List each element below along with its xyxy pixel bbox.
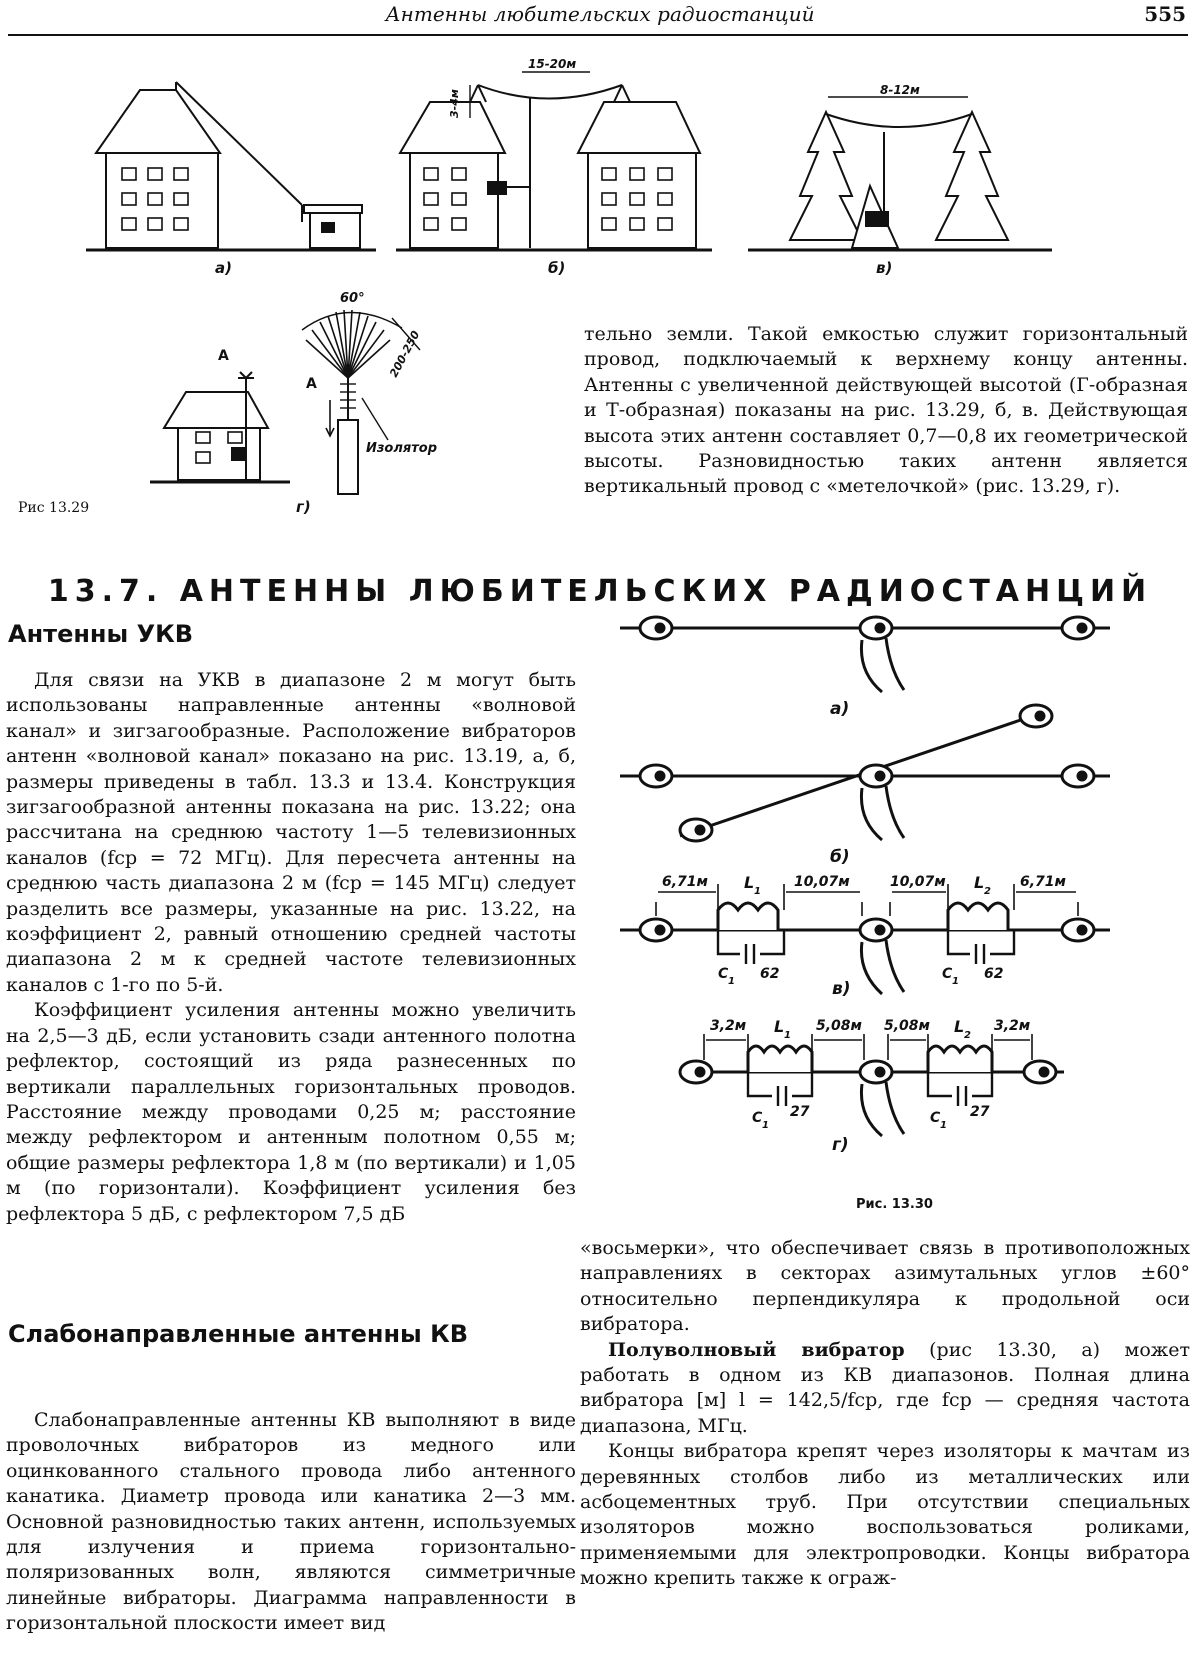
ukv-paragraph-1: Для связи на УКВ в диапазоне 2 м могут быть использованы направленные антенны «волновой канал» и зигзагообразные. Расположение вибраторов антенн «волновой канал» показано на рис. 13.19, а, б, размеры приведены в табл. 13.3 и 13.4. Конструкция зигзагообразной антенны показана на рис. 13.22; она рассчитана на среднюю частоту 1—5 телевизионных каналов (fср = 72 МГц). Для пересчета антенны на среднюю часть диапазона 2 м (fср = 145 МГц) следует разделить все размеры, указанные на рис. 13.22, на коэффициент 2, равный отношению средней частоты диапазона 2 м к средней частоте телевизионных каналов с 1-го по 5-й. [6, 669, 576, 996]
fig30-v-drawing [620, 884, 1110, 994]
fig30-g-dim-1: 3,2м [710, 1018, 747, 1034]
fig29-caption: Рис 13.29 [18, 500, 90, 516]
kv-text [6, 1408, 576, 1637]
ukv-heading: Антенны УКВ [8, 620, 193, 648]
fig29-g-drawing [150, 310, 423, 494]
fig30-g-C2: C [930, 1110, 941, 1126]
fig30-v-L1: L [744, 873, 755, 892]
fig30-v-C1: C [718, 966, 729, 982]
figure-13-30 [600, 610, 1200, 1220]
fig30-v-C2-value: 62 [984, 966, 1004, 982]
fig29-label-b: б) [548, 259, 566, 277]
fig30-v-C1-sub: 1 [728, 976, 735, 987]
right-bottom-text [580, 1236, 1190, 1592]
fig30-label-a: а) [830, 699, 850, 719]
right-bottom-paragraph-2-rest: (рис 13.30, а) может работать в одном из КВ диапазонов. Полная длина вибратора [м] l = 142,5/fср, где fср — средняя частота диапазона, МГц. [580, 1338, 1190, 1437]
fig29-dim-8-12: 8-12м [880, 83, 920, 97]
fig29-b-drawing [396, 72, 712, 250]
fig30-g-L2: L [954, 1017, 965, 1036]
right-bottom-paragraph-2 [580, 1338, 1190, 1440]
fig30-g-drawing [680, 1034, 1064, 1136]
fig30-caption: Рис. 13.30 [856, 1197, 933, 1212]
fig30-label-g: г) [832, 1135, 849, 1155]
fig30-b-drawing [620, 705, 1110, 841]
fig29-insulator-label: Изолятор [366, 441, 438, 456]
fig29-letter-a-house: A [218, 348, 229, 364]
ukv-text [6, 668, 576, 1227]
fig30-g-C2-value: 27 [970, 1104, 990, 1120]
fig30-v-C2: C [942, 966, 953, 982]
page-number: 555 [1144, 2, 1186, 26]
fig30-g-dim-4: 3,2м [994, 1018, 1031, 1034]
fig30-g-C1: C [752, 1110, 763, 1126]
fig30-label-b: б) [830, 847, 850, 867]
kv-heading: Слабонаправленные антенны КВ [8, 1320, 469, 1348]
kv-paragraph-1: Слабонаправленные антенны КВ выполняют в виде проволочных вибраторов из медного или оцинкованного стального провода либо антенного канатика. Диаметр провода или канатика 2—3 мм. Основной разновидностью таких антенн, используемых для излучения и приема горизонтально-поляризованных волн, являются симметричные линейные вибраторы. Диаграмма направленности в горизонтальной плоскости имеет вид [6, 1409, 576, 1635]
header-rule [8, 34, 1188, 36]
fig30-g-dim-3: 5,08м [884, 1018, 930, 1034]
fig29-label-g: г) [296, 498, 311, 516]
right-bottom-paragraph-3: Концы вибратора крепят через изоляторы к мачтам из деревянных столбов либо из металлических или асбоцементных труб. При отсутствии специальных изоляторов можно воспользоваться роликами, применяемыми для электропроводки. Концы вибратора можно крепить также к ограж- [580, 1440, 1190, 1590]
fig29-label-v: в) [876, 259, 893, 277]
right-top-paragraph: тельно земли. Такой емкостью служит горизонтальный провод, подключаемый к верхнему концу антенны. Антенны с увеличенной действующей высотой (Г-образная и Т-образная) показаны на рис. 13.29, б, в. Действующая высота этих антенн составляет 0,7—0,8 их геометрической высоты. Разновидностью таких антенн является вертикальный провод с «метелочкой» (рис. 13.29, г). [584, 323, 1188, 498]
fig30-g-L1: L [774, 1017, 785, 1036]
fig30-v-L2: L [974, 873, 985, 892]
fig30-g-L2-sub: 2 [964, 1030, 971, 1041]
fig30-g-C1-value: 27 [790, 1104, 810, 1120]
fig30-v-C1-value: 62 [760, 966, 780, 982]
half-wave-term: Полуволновый вибратор [608, 1338, 905, 1361]
fig30-v-C2-sub: 1 [952, 976, 959, 987]
fig30-label-v: в) [832, 979, 851, 999]
fig30-g-C2-sub: 1 [940, 1120, 947, 1131]
right-top-text [584, 322, 1188, 500]
running-header-title: Антенны любительских радиостанций [385, 2, 815, 26]
right-bottom-paragraph-1: «восьмерки», что обеспечивает связь в противоположных направлениях в секторах азимутальных углов ±60° относительно перпендикуляра к продольной оси вибратора. [580, 1237, 1190, 1336]
fig30-v-dim-2: 10,07м [794, 874, 850, 890]
fig29-label-a: а) [215, 259, 232, 277]
fig30-g-L1-sub: 1 [784, 1030, 791, 1041]
fig30-g-dim-2: 5,08м [816, 1018, 862, 1034]
fig29-v-drawing [748, 97, 1052, 250]
fig30-v-dim-3: 10,07м [890, 874, 946, 890]
fig30-v-L2-sub: 2 [984, 886, 991, 897]
fig29-dim-3-4: 3-4м [448, 89, 461, 118]
fig30-v-dim-4: 6,71м [1020, 874, 1066, 890]
fig29-dim-15-20: 15-20м [528, 57, 577, 71]
fig29-angle: 60° [340, 291, 365, 306]
ukv-paragraph-2: Коэффициент усиления антенны можно увеличить на 2,5—3 дБ, если установить сзади антенного полотна рефлектор, состоящий из ряда разнесенных по вертикали параллельных горизонтальных проводов. Расстояние между проводами 0,25 м; расстояние между рефлектором и антенным полотном 0,55 м; общие размеры рефлектора 1,8 м (по вертикали) и 1,05 м (по горизонтали). Коэффициент усиления без рефлектора 5 дБ, с рефлектором 7,5 дБ [6, 999, 576, 1225]
fig30-a-drawing [620, 617, 1110, 692]
fig29-a-drawing [86, 82, 376, 250]
fig29-letter-a-broom: A [306, 376, 317, 392]
fig30-v-L1-sub: 1 [754, 886, 761, 897]
fig30-g-C1-sub: 1 [762, 1120, 769, 1131]
section-title: 13.7. АНТЕННЫ ЛЮБИТЕЛЬСКИХ РАДИОСТАНЦИЙ [47, 574, 1153, 609]
fig29-dim-200-250: 200-250 [387, 328, 423, 380]
fig30-v-dim-1: 6,71м [662, 874, 708, 890]
